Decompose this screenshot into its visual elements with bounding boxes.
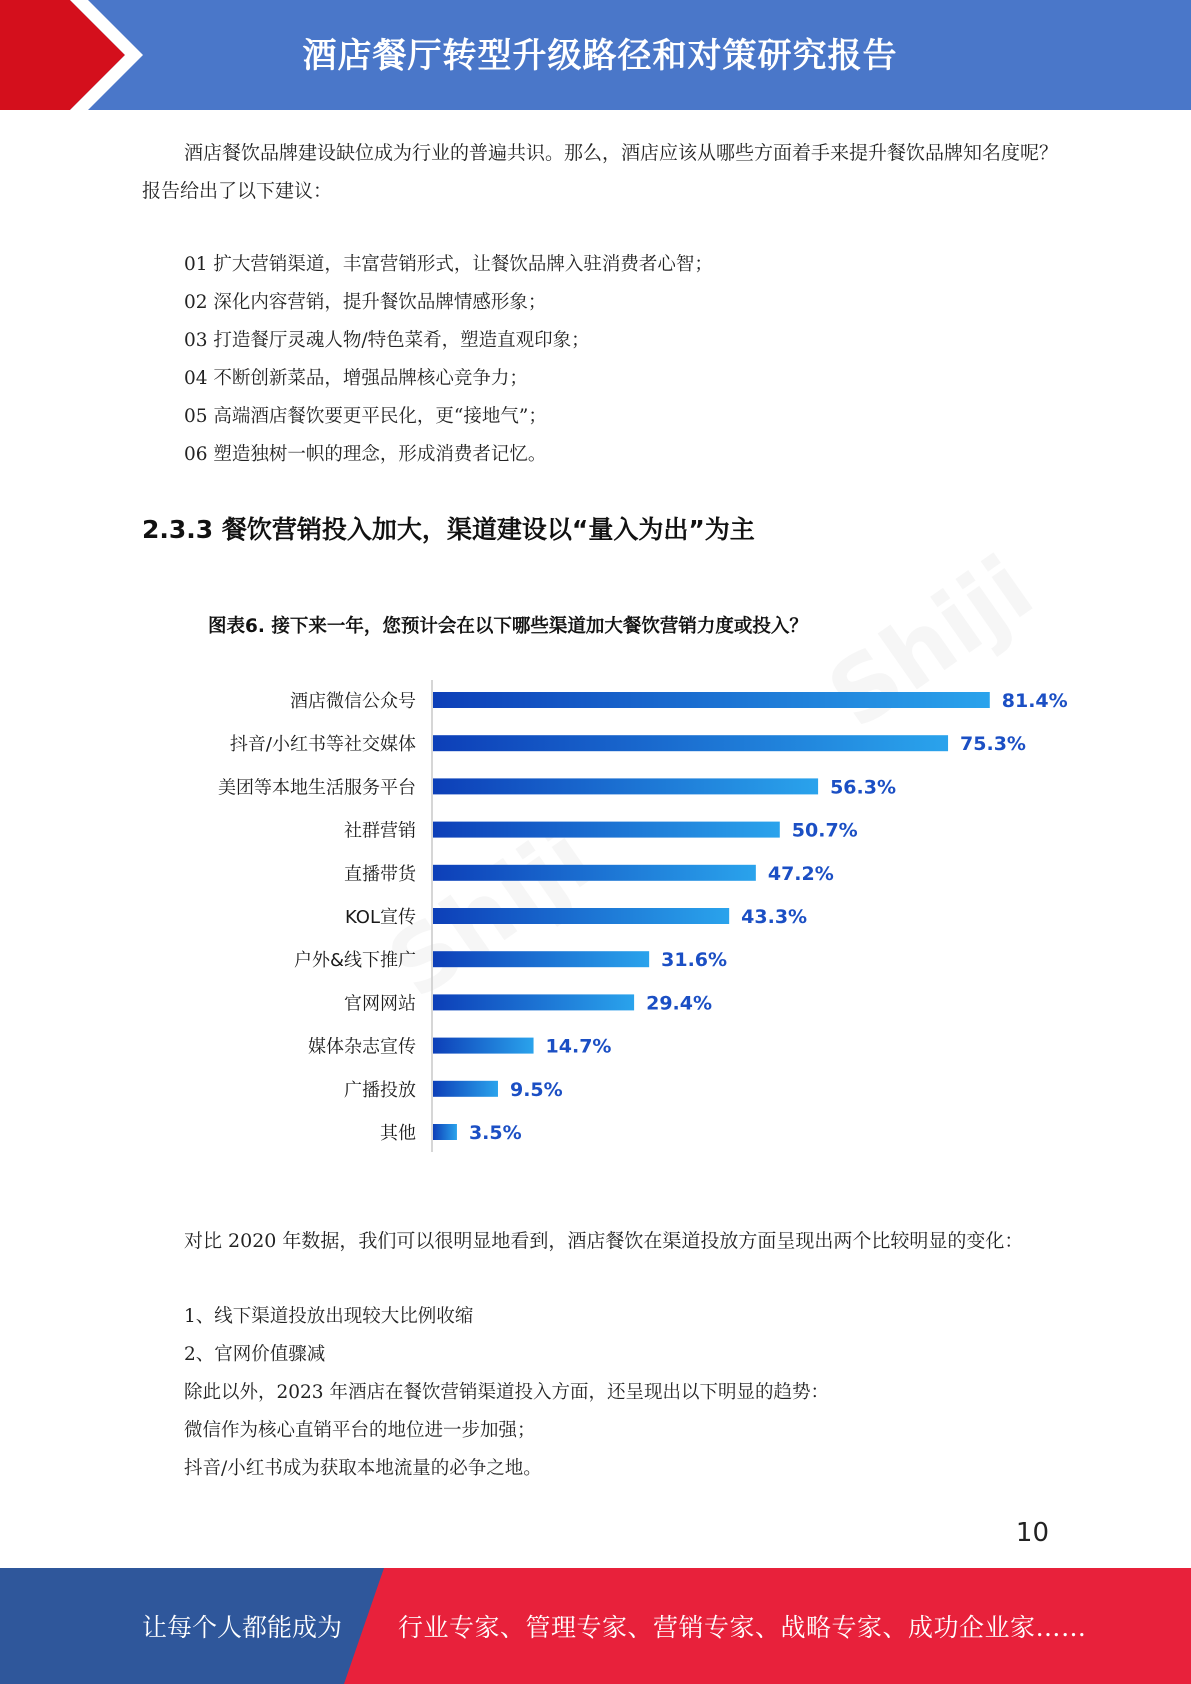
page-footer xyxy=(0,1568,1191,1684)
header-title: 酒店餐厅转型升级路径和对策研究报告 xyxy=(302,36,898,76)
trend-list xyxy=(184,1298,829,1488)
category-label: 美团等本地生活服务平台 xyxy=(218,777,416,799)
value-label: 81.4% xyxy=(1001,690,1068,712)
bar xyxy=(433,951,649,967)
bar xyxy=(433,735,948,751)
category-label: 官网网站 xyxy=(344,993,416,1015)
bar xyxy=(433,908,729,924)
value-label: 75.3% xyxy=(960,733,1026,756)
value-label: 9.5% xyxy=(509,1078,563,1101)
footer-slogan-right: 行业专家、管理专家、营销专家、战略专家、成功企业家…… xyxy=(398,1613,1087,1642)
value-label: 14.7% xyxy=(545,1035,612,1058)
trend-item: 除此以外，2023 年酒店在餐饮营销渠道投入方面，还呈现出以下明显的趋势： xyxy=(184,1382,829,1403)
category-label: 社群营销 xyxy=(344,820,416,842)
category-label: 抖音/小红书等社交媒体 xyxy=(229,734,416,756)
value-label: 50.7% xyxy=(791,819,858,842)
value-label: 31.6% xyxy=(661,949,728,972)
suggestion-item: 06 塑造独树一帜的理念，形成消费者记忆。 xyxy=(184,444,547,465)
category-label: 其他 xyxy=(380,1123,416,1144)
intro-paragraph: 酒店餐饮品牌建设缺位成为行业的普遍共识。那么，酒店应该从哪些方面着手来提升餐饮品牌知名度呢？报告给出了以下建议： xyxy=(142,142,1059,202)
value-label: 56.3% xyxy=(830,776,897,799)
trend-item: 抖音/小红书成为获取本地流量的必争之地。 xyxy=(184,1458,542,1479)
value-label: 43.3% xyxy=(741,906,808,928)
category-label: KOL宣传 xyxy=(344,907,416,928)
page-number: 10 xyxy=(1015,1518,1049,1548)
bar xyxy=(433,778,818,794)
suggestion-item: 05 高端酒店餐饮要更平民化，更“接地气”； xyxy=(184,406,547,427)
category-label: 广播投放 xyxy=(344,1079,416,1101)
category-label: 户外&线下推广 xyxy=(293,950,416,972)
category-label: 酒店微信公众号 xyxy=(290,691,416,712)
bar xyxy=(433,692,990,708)
bar xyxy=(433,1081,498,1097)
suggestion-item: 02 深化内容营销，提升餐饮品牌情感形象； xyxy=(184,292,547,313)
category-label: 媒体杂志宣传 xyxy=(308,1036,416,1058)
trend-item: 1、线下渠道投放出现较大比例收缩 xyxy=(184,1306,474,1327)
footer-slogan-left: 让每个人都能成为 xyxy=(142,1613,343,1642)
value-label: 47.2% xyxy=(767,862,834,885)
chart-title: 图表6. 接下来一年，您预计会在以下哪些渠道加大餐饮营销力度或投入？ xyxy=(208,616,808,637)
value-label: 3.5% xyxy=(468,1122,522,1144)
section-heading: 2.3.3 餐饮营销投入加大，渠道建设以“量入为出”为主 xyxy=(142,515,755,544)
suggestion-item: 04 不断创新菜品，增强品牌核心竞争力； xyxy=(184,368,528,389)
bar xyxy=(433,1124,457,1140)
bar xyxy=(433,865,756,881)
value-label: 29.4% xyxy=(646,992,713,1015)
suggestion-item: 01 扩大营销渠道，丰富营销形式，让餐饮品牌入驻消费者心智； xyxy=(184,254,713,275)
bar xyxy=(433,994,634,1010)
comparison-paragraph: 对比 2020 年数据，我们可以很明显地看到，酒店餐饮在渠道投放方面呈现出两个比较明显的变化： xyxy=(184,1230,1024,1252)
suggestion-item: 03 打造餐厅灵魂人物/特色菜肴，塑造直观印象； xyxy=(184,330,590,351)
bar xyxy=(433,822,780,838)
trend-item: 2、官网价值骤减 xyxy=(184,1344,326,1365)
trend-item: 微信作为核心直销平台的地位进一步加强； xyxy=(184,1420,536,1441)
bar xyxy=(433,1038,534,1054)
category-label: 直播带货 xyxy=(344,863,416,885)
